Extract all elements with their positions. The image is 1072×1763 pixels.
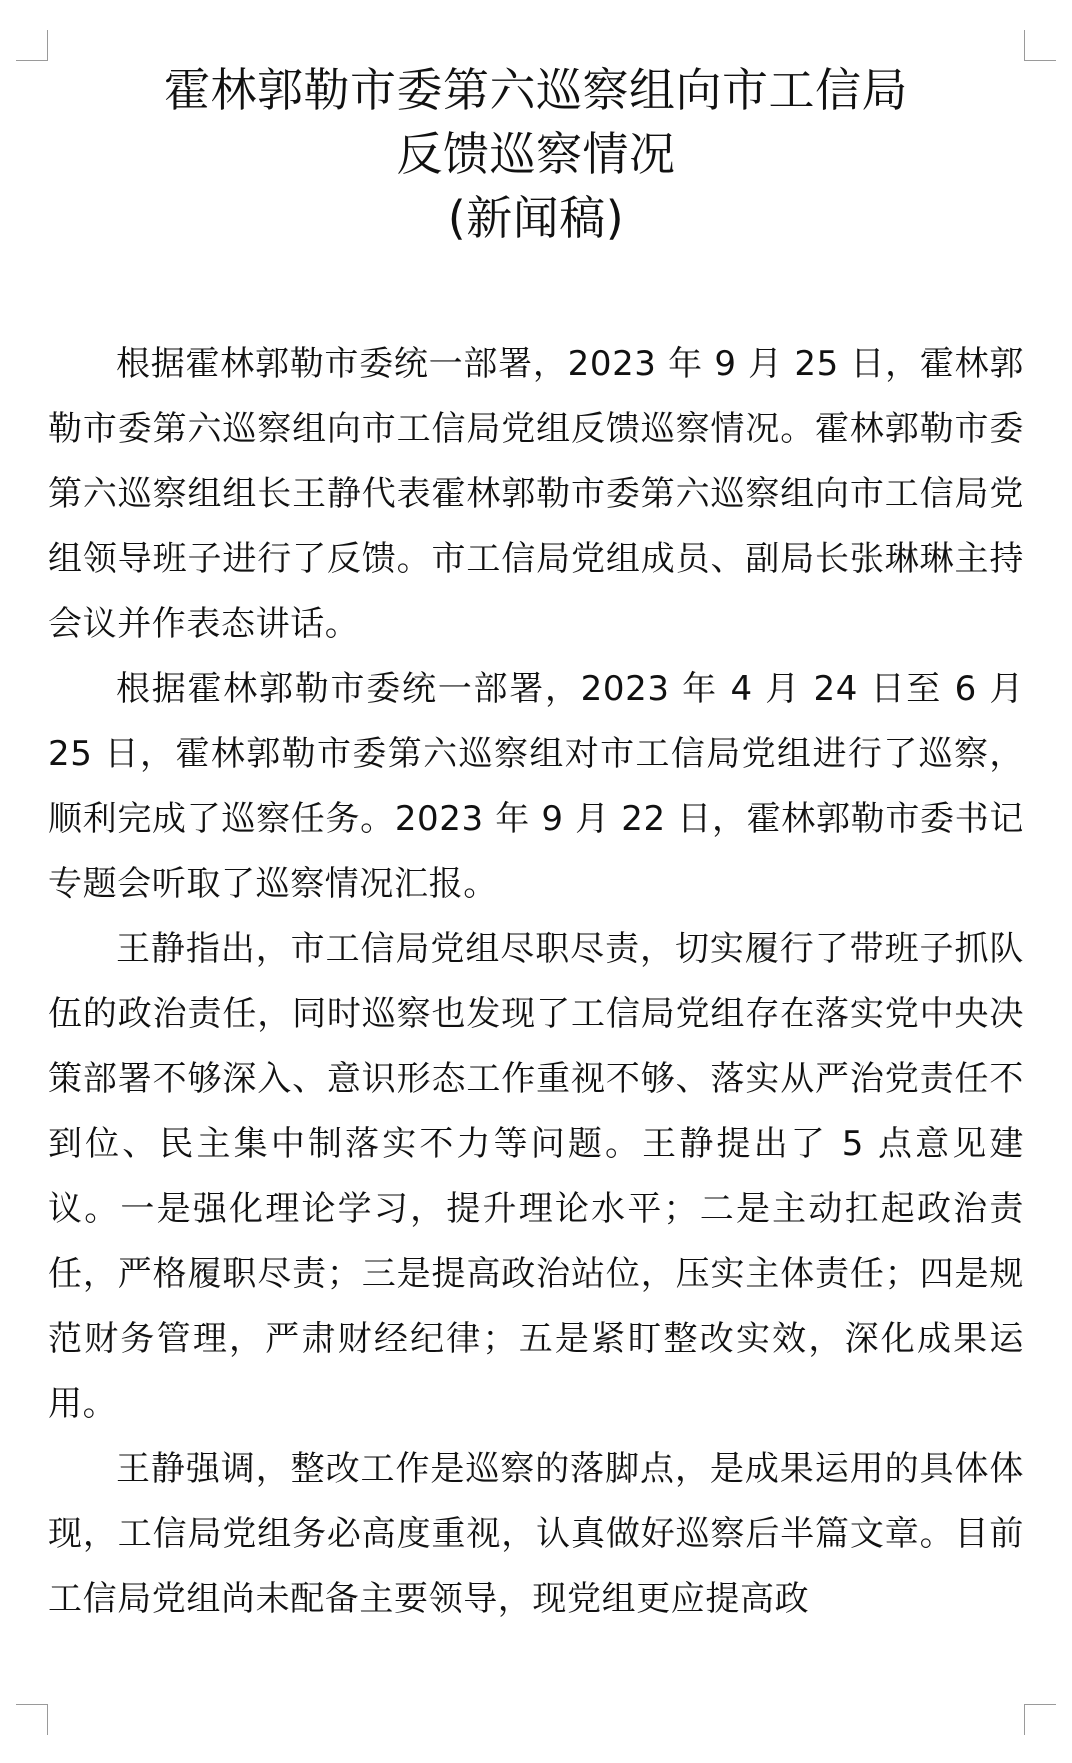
paragraph-2: 根据霍林郭勒市委统一部署，2023 年 4 月 24 日至 6 月 25 日，霍林郭勒市委第六巡察组对市工信局党组进行了巡察，顺利完成了巡察任务。2023 年 9 月 22 日，霍林郭勒市委书记专题会听取了巡察情况汇报。: [48, 669, 1024, 904]
paragraph-1: 根据霍林郭勒市委统一部署，2023 年 9 月 25 日，霍林郭勒市委第六巡察组向市工信局党组反馈巡察情况。霍林郭勒市委第六巡察组组长王静代表霍林郭勒市委第六巡察组向市工信局党组领导班子进行了反馈。市工信局党组成员、副局长张琳琳主持会议并作表态讲话。: [48, 344, 1024, 644]
crop-mark-bottom-left: [16, 1704, 48, 1735]
paragraph-3: 王静指出，市工信局党组尽职尽责，切实履行了带班子抓队伍的政治责任，同时巡察也发现了工信局党组存在落实党中央决策部署不够深入、意识形态工作重视不够、落实从严治党责任不到位、民主集中制落实不力等问题。王静提出了 5 点意见建议。一是强化理论学习，提升理论水平；二是主动扛起政治责任，严格履职尽责；三是提高政治站位，压实主体责任；四是规范财务管理，严肃财经纪律；五是紧盯整改实效，深化成果运用。: [48, 929, 1024, 1424]
paragraph-4: 王静强调，整改工作是巡察的落脚点，是成果运用的具体体现，工信局党组务必高度重视，认真做好巡察后半篇文章。目前工信局党组尚未配备主要领导，现党组更应提高政: [48, 1449, 1024, 1619]
title-line-3: (新闻稿): [447, 191, 625, 245]
crop-mark-top-right: [1024, 30, 1056, 61]
title-line-1: 霍林郭勒市委第六巡察组向市工信局: [164, 63, 908, 117]
crop-mark-bottom-right: [1024, 1704, 1056, 1735]
crop-mark-top-left: [16, 30, 48, 61]
document-title: [0, 58, 1072, 250]
document-body: [48, 332, 1024, 1632]
title-line-2: 反馈巡察情况: [396, 127, 676, 181]
